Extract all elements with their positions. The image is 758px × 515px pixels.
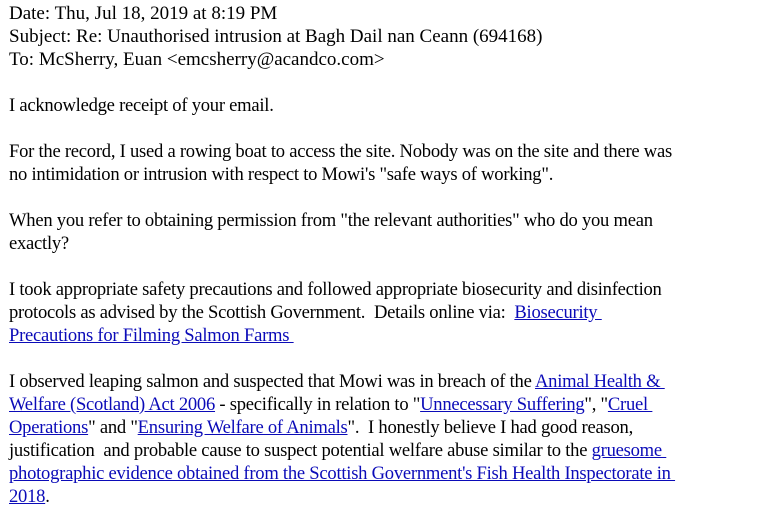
- paragraph-observed-line-4: [9, 439, 754, 462]
- paragraph-authorities-line-1: When you refer to obtaining permission from "the relevant authorities" who do you mean: [9, 210, 653, 231]
- paragraph-observed-line-5: [9, 462, 754, 485]
- date-line: [9, 2, 754, 25]
- paragraph-biosecurity-line-1: I took appropriate safety precautions and followed appropriate biosecurity and disinfection: [9, 279, 662, 300]
- link-gruesome-evidence[interactable]: gruesome: [591, 440, 667, 461]
- paragraph-authorities: [9, 209, 754, 255]
- link-biosecurity-precautions-cont[interactable]: Precautions for Filming Salmon Farms: [9, 325, 294, 346]
- subject-line: [9, 25, 754, 48]
- date-label: Date:: [9, 3, 51, 24]
- paragraph-observed: [9, 370, 754, 508]
- paragraph-record: [9, 140, 754, 186]
- paragraph-biosecurity-line-3: [9, 324, 754, 347]
- link-cruel-operations[interactable]: Cruel: [607, 394, 653, 415]
- static-text: protocols as advised by the Scottish Government. Details online via:: [9, 302, 515, 323]
- paragraph-observed-line-1: [9, 370, 754, 393]
- static-text: ". I honestly believe I had good reason,: [347, 417, 633, 438]
- link-animal-health-welfare-act[interactable]: Animal Health &: [534, 371, 665, 392]
- to-label: To:: [9, 49, 35, 70]
- paragraph-acknowledge: I acknowledge receipt of your email.: [9, 95, 274, 116]
- link-unnecessary-suffering[interactable]: Unnecessary Suffering: [420, 394, 585, 415]
- paragraph-observed-line-6: [9, 485, 754, 508]
- paragraph-authorities-line-2: exactly?: [9, 233, 69, 254]
- date-value: Thu, Jul 18, 2019 at 8:19 PM: [54, 3, 278, 24]
- email-body: [9, 94, 754, 508]
- link-ensuring-welfare[interactable]: Ensuring Welfare of Animals: [137, 417, 348, 438]
- paragraph-biosecurity: [9, 278, 754, 347]
- static-text: I observed leaping salmon and suspected that Mowi was in breach of the: [9, 371, 535, 392]
- to-line: [9, 48, 754, 71]
- link-animal-health-welfare-act-cont[interactable]: Welfare (Scotland) Act 2006: [9, 394, 216, 415]
- static-text: .: [45, 486, 50, 507]
- paragraph-record-line-1: For the record, I used a rowing boat to access the site. Nobody was on the site and there was: [9, 141, 672, 162]
- subject-value: Re: Unauthorised intrusion at Bagh Dail nan Ceann (694168): [76, 26, 543, 47]
- email-header: [9, 2, 754, 71]
- static-text: ", ": [584, 394, 608, 415]
- subject-label: Subject:: [9, 26, 72, 47]
- paragraph-record-line-2: no intimidation or intrusion with respect to Mowi's "safe ways of working".: [9, 164, 554, 185]
- to-value: McSherry, Euan <emcsherry@acandco.com>: [38, 49, 385, 70]
- link-gruesome-evidence-end[interactable]: 2018: [9, 486, 46, 507]
- static-text: " and ": [88, 417, 138, 438]
- link-cruel-operations-cont[interactable]: Operations: [9, 417, 89, 438]
- static-text: - specifically in relation to ": [215, 394, 421, 415]
- link-biosecurity-precautions[interactable]: Biosecurity: [514, 302, 602, 323]
- paragraph-observed-line-3: [9, 416, 754, 439]
- paragraph-biosecurity-line-2: [9, 301, 754, 324]
- paragraph-observed-line-2: [9, 393, 754, 416]
- link-gruesome-evidence-cont[interactable]: photographic evidence obtained from the Scottish Government's Fish Health Inspectorate in: [9, 463, 676, 484]
- static-text: justification and probable cause to suspect potential welfare abuse similar to the: [9, 440, 592, 461]
